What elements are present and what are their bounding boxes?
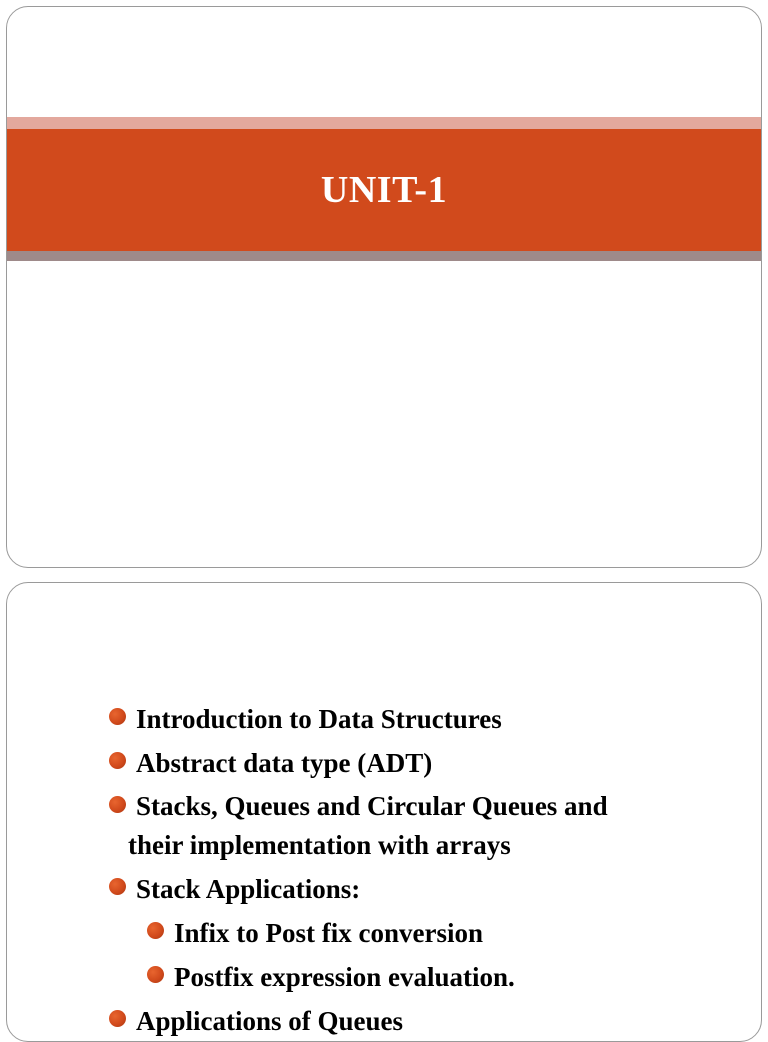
- sub-bullet-item: [7, 913, 761, 953]
- bullet-text: Applications of Queues: [136, 1006, 404, 1036]
- bullet-text: Postfix expression evaluation.: [174, 962, 515, 992]
- bullet-item: [7, 869, 761, 909]
- bullet-text: Infix to Post fix conversion: [174, 918, 483, 948]
- bullet-item: [7, 699, 761, 739]
- title-band-top-stripe: [7, 117, 761, 129]
- bullet-item: [7, 787, 761, 865]
- bullet-icon: [109, 708, 126, 725]
- bullet-icon: [109, 796, 126, 813]
- bullet-text-continuation: their implementation with arrays: [128, 830, 511, 860]
- bullet-icon: [109, 878, 126, 895]
- bullet-text: Stack Applications:: [136, 874, 361, 904]
- bullet-icon: [147, 922, 164, 939]
- bullet-icon: [147, 966, 164, 983]
- sub-bullet-item: [7, 957, 761, 997]
- bullet-text: Abstract data type (ADT): [136, 748, 433, 778]
- title-band-bottom-stripe: [7, 251, 761, 261]
- slide-title: UNIT-1: [320, 169, 448, 211]
- bullet-text: Introduction to Data Structures: [136, 704, 502, 734]
- title-slide: [6, 6, 762, 568]
- bullet-list: [7, 699, 761, 1042]
- title-band: [7, 129, 761, 251]
- bullet-item: [7, 1001, 761, 1041]
- bullet-icon: [109, 1010, 126, 1027]
- bullet-item: [7, 743, 761, 783]
- bullet-icon: [109, 752, 126, 769]
- content-slide: [6, 582, 762, 1042]
- bullet-text: Stacks, Queues and Circular Queues and: [136, 791, 608, 821]
